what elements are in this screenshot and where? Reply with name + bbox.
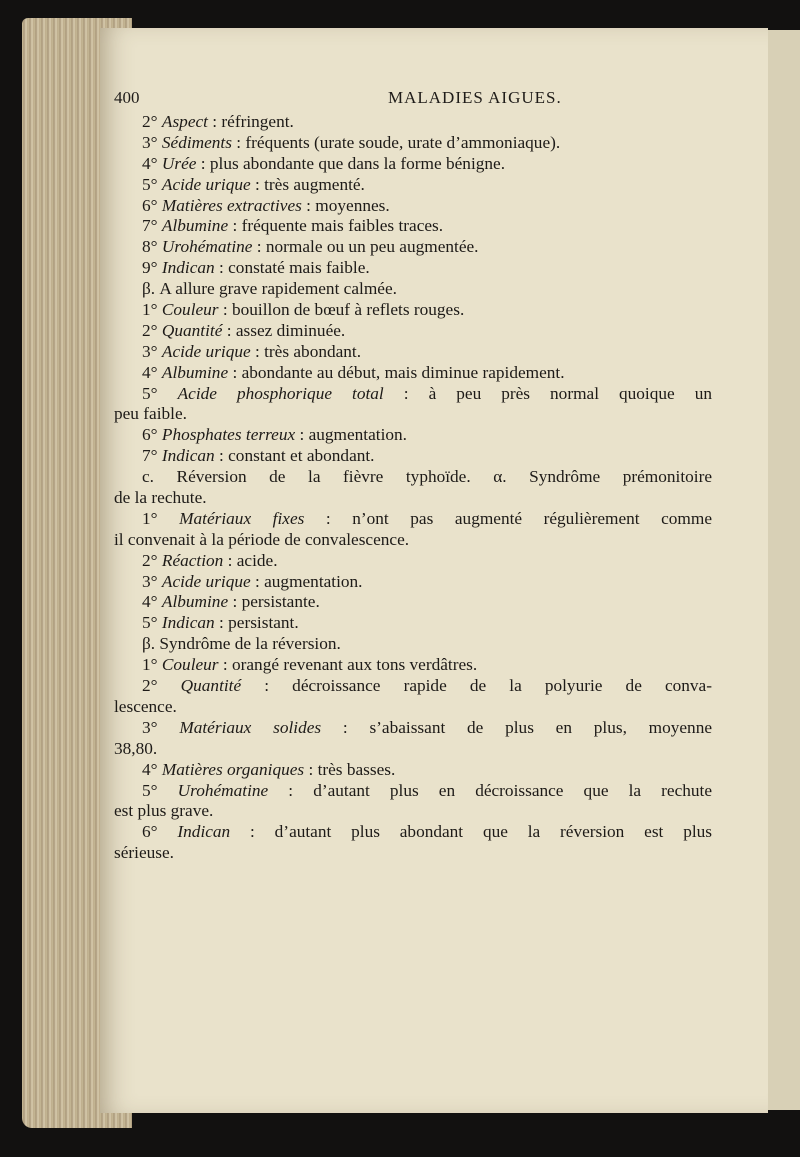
item-text: 38,80. — [114, 738, 158, 758]
text-line — [114, 551, 712, 572]
item-number: 5° — [142, 383, 158, 403]
item-label: Albumine — [161, 362, 229, 382]
item-label: Phosphates terreux — [161, 425, 296, 445]
item-text: de la rechute. — [114, 488, 207, 508]
text-line — [114, 592, 712, 613]
item-text: il convenait à la période de convalescence. — [114, 529, 410, 549]
text-line — [114, 300, 712, 321]
item-text: lescence. — [114, 696, 177, 716]
text-line — [114, 237, 712, 258]
item-number: 3° — [142, 132, 158, 152]
item-text: : à peu près normal quoique un — [383, 383, 712, 403]
item-text: : assez diminuée. — [222, 320, 346, 340]
item-label: Albumine — [161, 592, 229, 612]
item-label: Couleur — [161, 300, 219, 320]
item-text: peu faible. — [114, 404, 187, 424]
item-number: 4° — [142, 362, 158, 382]
item-text: : très basses. — [304, 759, 396, 779]
text-line — [114, 154, 712, 175]
item-text: : décroissance rapide de la polyurie de conva- — [241, 676, 712, 696]
text-line — [114, 384, 712, 405]
text-line — [114, 216, 712, 237]
item-number: 4° — [142, 153, 158, 173]
text-line — [114, 446, 712, 467]
text-line — [114, 822, 712, 843]
item-number: 2° — [142, 550, 158, 570]
text-line — [114, 196, 712, 217]
item-number: 4° — [142, 592, 158, 612]
text-line — [114, 530, 712, 551]
item-label: Matières extractives — [161, 195, 302, 215]
text-line — [114, 425, 712, 446]
item-label: Urohématine — [177, 780, 269, 800]
text-line — [114, 363, 712, 384]
item-number: 7° — [142, 446, 158, 466]
item-text: : persistant. — [214, 613, 299, 633]
item-text: : d’autant plus abondant que la réversion est plus — [230, 822, 712, 842]
text-line — [114, 258, 712, 279]
item-text: : normale ou un peu augmentée. — [252, 237, 479, 257]
text-line — [114, 509, 712, 530]
item-number: 7° — [142, 216, 158, 236]
text-line — [114, 801, 712, 822]
item-label: Acide urique — [161, 571, 251, 591]
text-line — [114, 781, 712, 802]
item-label: Matériaux fixes — [179, 508, 305, 528]
item-text: : très augmenté. — [250, 174, 365, 194]
item-text: β. A allure grave rapidement calmée. — [142, 279, 397, 299]
item-number: 3° — [142, 717, 158, 737]
item-number: 1° — [142, 655, 158, 675]
text-line — [114, 279, 712, 300]
item-text: : constant et abondant. — [214, 446, 375, 466]
item-label: Aspect — [161, 112, 208, 131]
item-label: Couleur — [161, 655, 219, 675]
item-number: 5° — [142, 780, 158, 800]
text-line — [114, 342, 712, 363]
item-number: 5° — [142, 174, 158, 194]
text-line — [114, 676, 712, 697]
item-label: Matières organiques — [161, 759, 305, 779]
text-line — [114, 488, 712, 509]
item-number: 4° — [142, 759, 158, 779]
text-line — [114, 175, 712, 196]
item-label: Acide urique — [161, 174, 251, 194]
text-line — [114, 613, 712, 634]
item-label: Sédiments — [161, 132, 232, 152]
item-label: Urée — [161, 153, 197, 173]
item-text: : augmentation. — [295, 425, 407, 445]
text-line — [114, 404, 712, 425]
item-number: 2° — [142, 320, 158, 340]
body-text — [114, 112, 712, 864]
text-line — [114, 697, 712, 718]
item-label: Matériaux solides — [179, 717, 322, 737]
item-label: Indican — [177, 822, 231, 842]
item-text: : n’ont pas augmenté régulièrement comme — [304, 508, 712, 528]
item-text: : fréquente mais faibles traces. — [228, 216, 444, 236]
item-text: : s’abaissant de plus en plus, moyenne — [321, 717, 713, 737]
facing-page-edge — [764, 30, 800, 1110]
item-label: Indican — [161, 613, 215, 633]
page-number: 400 — [114, 88, 140, 107]
item-number: 1° — [142, 300, 158, 320]
item-number: 6° — [142, 425, 158, 445]
item-number: 2° — [142, 112, 158, 131]
text-line — [114, 634, 712, 655]
text-line — [114, 321, 712, 342]
item-text: : bouillon de bœuf à reflets rouges. — [218, 300, 465, 320]
running-title: MALADIES AIGUES. — [388, 88, 562, 107]
item-label: Acide urique — [161, 341, 251, 361]
item-label: Acide phosphorique total — [177, 383, 384, 403]
item-text: : plus abondante que dans la forme bénigne. — [196, 153, 506, 173]
text-line — [114, 572, 712, 593]
text-line — [114, 843, 712, 864]
item-number: 8° — [142, 237, 158, 257]
text-line — [114, 467, 712, 488]
item-label: Réaction — [161, 550, 224, 570]
item-number: 6° — [142, 195, 158, 215]
text-line — [114, 133, 712, 154]
item-text: : acide. — [223, 550, 278, 570]
item-number: 5° — [142, 613, 158, 633]
item-number: 9° — [142, 258, 158, 278]
item-text: : très abondant. — [250, 341, 362, 361]
item-label: Quantité — [161, 320, 223, 340]
item-text: : d’autant plus en décroissance que la rechute — [268, 780, 712, 800]
item-label: Indican — [161, 258, 215, 278]
item-text: : moyennes. — [301, 195, 390, 215]
item-text: sérieuse. — [114, 843, 174, 863]
item-text: : abondante au début, mais diminue rapidement. — [228, 362, 565, 382]
item-text: : fréquents (urate soude, urate d’ammoniaque). — [231, 132, 561, 152]
item-label: Indican — [161, 446, 215, 466]
item-number: 3° — [142, 571, 158, 591]
item-text: : augmentation. — [250, 571, 363, 591]
item-text: : persistante. — [228, 592, 320, 612]
text-line — [114, 655, 712, 676]
item-text: est plus grave. — [114, 801, 214, 821]
text-line — [114, 739, 712, 760]
text-line — [114, 718, 712, 739]
text-line — [114, 112, 712, 133]
item-number: 2° — [142, 676, 158, 696]
page-header — [114, 88, 714, 112]
item-number: 1° — [142, 508, 158, 528]
item-text: c. Réversion de la fièvre typhoïde. α. Syndrôme prémonitoire — [142, 467, 712, 487]
item-label: Albumine — [161, 216, 229, 236]
text-line — [114, 760, 712, 781]
item-label: Quantité — [180, 676, 242, 696]
item-text: : orangé revenant aux tons verdâtres. — [218, 655, 478, 675]
item-number: 3° — [142, 341, 158, 361]
item-label: Urohématine — [161, 237, 253, 257]
item-text: β. Syndrôme de la réversion. — [142, 634, 341, 654]
item-text: : réfringent. — [207, 112, 294, 131]
item-text: : constaté mais faible. — [214, 258, 370, 278]
item-number: 6° — [142, 822, 158, 842]
